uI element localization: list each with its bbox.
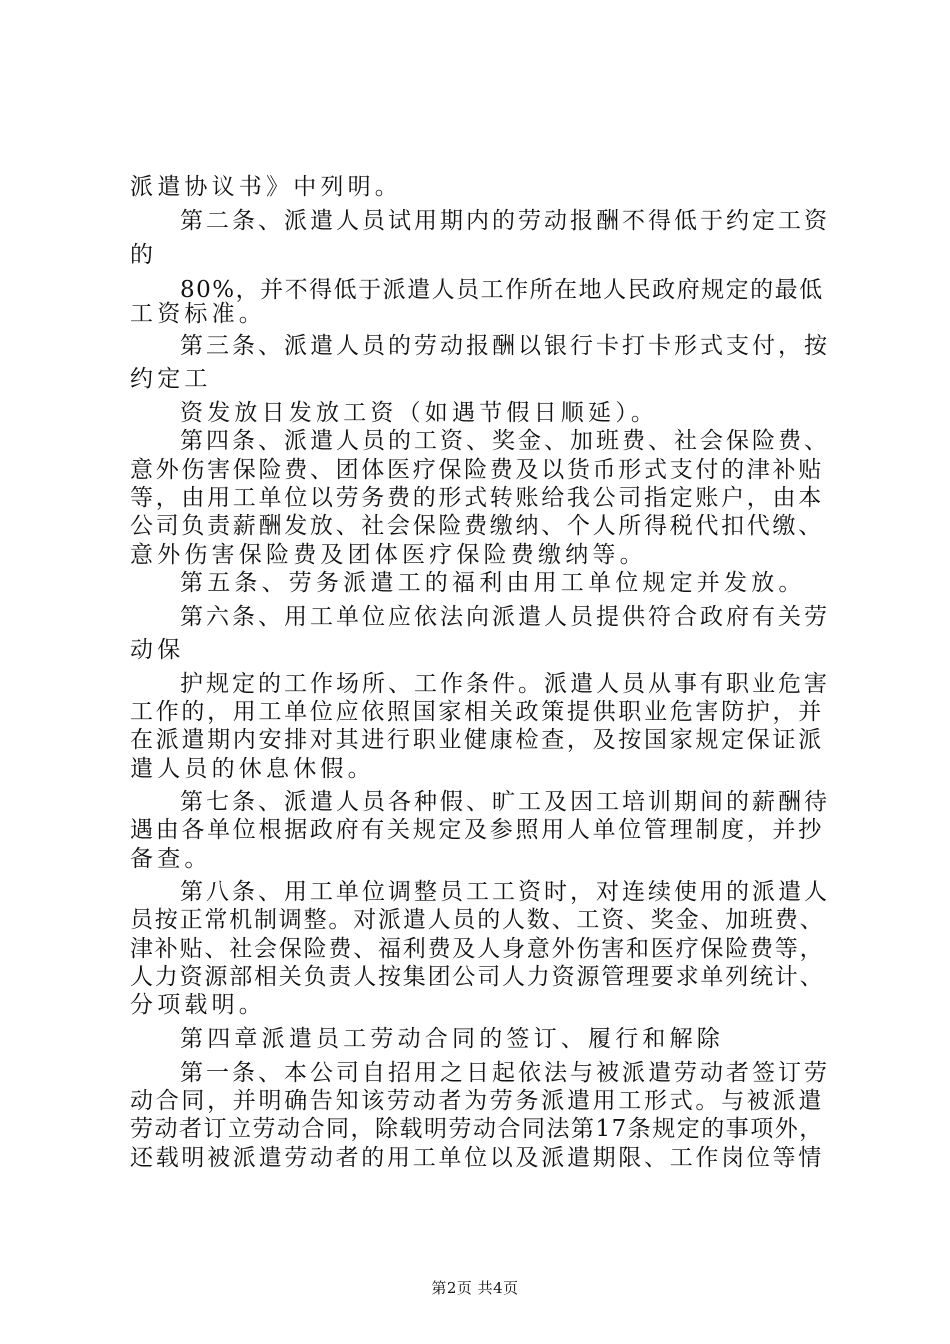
text-line: 公司负责薪酬发放、社会保险费缴纳、个人所得税代扣代缴、 [130, 513, 824, 539]
text-line: 遣人员的休息休假。 [130, 756, 375, 782]
text-line: 约定工 [130, 366, 212, 392]
text-line: 80%，并不得低于派遣人员工作所在地人民政府规定的最低 [180, 277, 824, 303]
text-line: 工资标准。 [130, 301, 266, 327]
text-line: 人力资源部相关负责人按集团公司人力资源管理要求单列统计、 [130, 964, 825, 990]
text-line: 备查。 [130, 846, 212, 872]
text-line: 第五条、劳务派遣工的福利由用工单位规定并发放。 [180, 570, 806, 596]
text-line: 第二条、派遣人员试用期内的劳动报酬不得低于约定工资 [180, 208, 830, 234]
text-line: 在派遣期内安排对其进行职业健康检查，及按国家规定保证派 [130, 727, 824, 753]
text-line: 等，由用工单位以劳务费的形式转账给我公司指定账户，由本 [130, 485, 824, 511]
text-line: 第七条、派遣人员各种假、旷工及因工培训期间的薪酬待 [180, 789, 830, 815]
text-line: 意外伤害保险费及团体医疗保险费缴纳等。 [130, 542, 647, 568]
text-line: 第八条、用工单位调整员工工资时，对连续使用的派遣人 [180, 879, 830, 905]
text-line: 第三条、派遣人员的劳动报酬以银行卡打卡形式支付，按 [180, 333, 830, 359]
text-line: 津补贴、社会保险费、福利费及人身意外伤害和医疗保险费等， [130, 936, 825, 962]
text-line: 第六条、用工单位应依法向派遣人员提供符合政府有关劳 [180, 604, 830, 630]
text-line: 意外伤害保险费、团体医疗保险费及以货币形式支付的津补贴 [130, 457, 824, 483]
text-line: 遇由各单位根据政府有关规定及参照用人单位管理制度，并抄 [130, 817, 824, 843]
text-line: 护规定的工作场所、工作条件。派遣人员从事有职业危害 [180, 671, 830, 697]
text-line: 还载明被派遣劳动者的用工单位以及派遣期限、工作岗位等情 [130, 1145, 824, 1171]
text-line: 的 [130, 242, 158, 268]
text-line: 工作的，用工单位应依照国家相关政策提供职业危害防护，并 [130, 699, 824, 725]
text-line: 员按正常机制调整。对派遣人员的人数、工资、奖金、加班费、 [130, 907, 825, 933]
text-line: 动保 [130, 637, 185, 663]
text-line: 第一条、本公司自招用之日起依法与被派遣劳动者签订劳 [180, 1060, 830, 1086]
text-line: 动合同，并明确告知该劳动者为劳务派遣用工形式。与被派遣 [130, 1088, 824, 1114]
chapter-heading: 第四章派遣员工劳动合同的签订、履行和解除 [180, 1026, 724, 1052]
text-line: 劳动者订立劳动合同，除载明劳动合同法第17条规定的事项外， [130, 1116, 824, 1142]
text-line: 派遣协议书》中列明。 [130, 174, 402, 200]
text-line: 分项载明。 [130, 992, 266, 1018]
page-footer: 第2页 共4页 [431, 1279, 519, 1297]
text-line: 第四条、派遣人员的工资、奖金、加班费、社会保险费、 [180, 428, 830, 454]
text-line: 资发放日发放工资（如遇节假日顺延）。 [180, 400, 659, 426]
